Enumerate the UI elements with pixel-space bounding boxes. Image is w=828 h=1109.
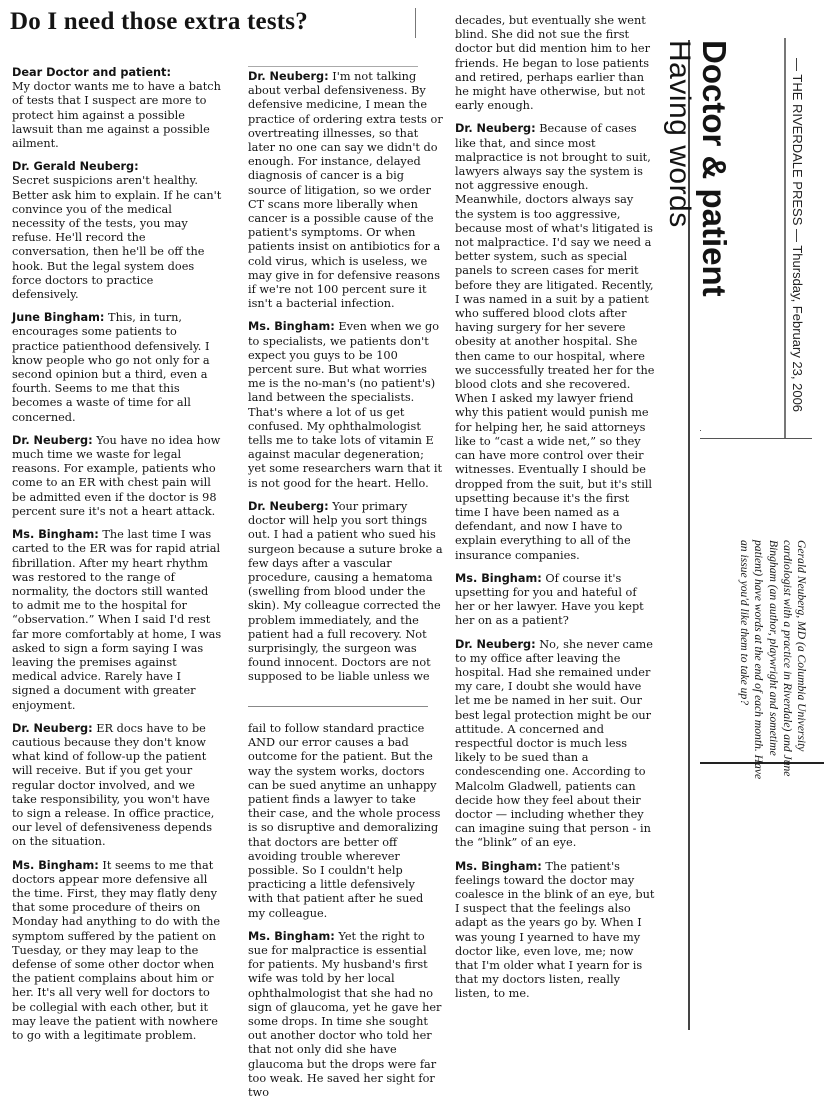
paragraph [248,320,443,490]
paragraph [248,722,443,921]
bio-rule [700,438,812,439]
speaker-label: Ms. Bingham: [455,571,542,585]
paragraph-text: Your primary doctor will help you sort things out. I had a patient who sued his surgeon because a suture broke a few days after a vascular procedure, causing a hematoma (swelling from blood under the skin). My colleague corrected the problem immediately, and the patient had a full recovery. Not surprisingly, the surgeon was found innocent. Doctors are not supposed to be liable unless we [248,499,443,684]
speaker-label: Dr. Neuberg: [248,499,329,513]
paragraph-text: Secret suspicions aren't healthy. Better ask him to explain. If he can't convince you of the medical necessity of the tests, you may refuse. He'll record the conversation, then he'll be off the hook. But the legal system does force doctors to practice defensively. [12,174,222,302]
speaker-label: Ms. Bingham: [12,858,99,872]
paragraph-text: Yet the right to sue for malpractice is essential for patients. My husband's first wife was told by her local ophthalmologist that she had no sign of glaucoma, yet he gave her some drops. In time she sought out another doctor who told her that not only did she have glaucoma but the drops were far too weak. He saved her sight for two [248,929,442,1100]
paragraph [248,930,443,1100]
paragraph-text: I'm not talking about verbal defensiveness. By defensive medicine, I mean the practice of ordering extra tests or overtreating illnesses, so that later no one can say we didn't do enough. For instance, delayed diagnosis of cancer is a big source of litigation, so we order CT scans more liberally when cancer is a possible cause of the patient's symptoms. Or when patients insist on antibiotics for a cold virus, which is useless, we may give in for defensive reasons if we're not 100 percent sure it isn't a bacterial infection. [248,70,443,311]
speaker-label: Dr. Neuberg: [455,122,536,136]
paragraph [455,638,655,851]
dateline: — THE RIVERDALE PRESS — Thursday, February 23, 2006 [790,58,805,413]
speaker-label: Dr. Gerald Neuberg: [12,160,139,174]
paragraph [12,311,222,425]
author-bio: Gerald Neuberg, MD (a Columbia University cardiologist with a practice in Riverdale) and June Bingham (an author, playwright and sometime patient) have words at the end of each month. Have an issue you'd like them to take up? [738,540,808,780]
headline-divider [415,8,416,38]
speaker-label: Dr. Neuberg: [248,70,329,83]
paragraph-text: My doctor wants me to have a batch of tests that I suspect are more to protect him against a possible lawsuit than me against a possible ailment. [12,80,221,151]
paragraph [12,66,222,151]
paragraph [12,859,222,1044]
column-masthead [662,40,732,297]
speaker-label: Dr. Neuberg: [12,721,93,735]
bio-rule [700,430,701,431]
paragraph-text: Of course it's upsetting for you and hateful of her or her lawyer. Have you kept her on as a patient? [455,571,644,628]
masthead-title: Doctor & patient [696,40,733,297]
paragraph-text: This, in turn, encourages some patients to practice patienthood defensively. I know people who go not only for a second opinion but a third, even a fourth. Seems to me that this becomes a waste of time for all concerned. [12,311,210,424]
paragraph [12,434,222,519]
speaker-label: Dear Doctor and patient: [12,66,171,79]
paragraph-text: Even when we go to specialists, we patients don't expect you guys to be 100 percent sure. But what worries me is the no-man's (no patient's) land between the specialists. That's where a lot of us get confused. My ophthalmologist tells me to take lots of vitamin E against macular degeneration; yet some researchers warn that it is not good for the heart. Hello. [248,320,443,490]
speaker-label: Ms. Bingham: [455,859,542,873]
paragraph-text: The last time I was carted to the ER was for rapid atrial fibrillation. After my heart rhythm was restored to the range of normality, the doctors still wanted to admit me to the hospital for “observation.” When I said I'd rest far more comfortably at home, I was asked to sign a form saying I was leaving the premises against medical advice. Rarely have I signed a document with greater enjoyment. [12,528,222,712]
column-rule [248,706,428,707]
speaker-label: Dr. Neuberg: [12,433,93,447]
paragraph [248,500,443,685]
paragraph [248,70,443,311]
paragraph-text: ER docs have to be cautious because they don't know what kind of follow-up the patient will receive. But if you get your regular doctor involved, and we take responsibility, you won't have to sign a release. In office practice, our level of defensiveness depends on the situation. [12,721,215,849]
paragraph-text: You have no idea how much time we waste for legal reasons. For example, patients who come to an ER with chest pain will be admitted even if the doctor is 98 percent sure it's not a heart attack. [12,433,221,518]
article-column-1 [12,66,222,1052]
paragraph-text: The patient's feelings toward the doctor may coalesce in the blink of an eye, but I suspect that the feelings also adapt as the years go by. When I was young I yearned to have my doctor like, even love, me; now that I'm older what I yearn for is that my doctors listen, really listen, to me. [455,859,655,1001]
headline: Do I need those extra tests? [10,8,308,35]
paragraph-text: Because of cases like that, and since most malpractice is not brought to suit, lawyers always say the system is not aggressive enough. Meanwhile, doctors always say the system is too aggressive, because most of what's litigated is not malpractice. I'd say we need a better system, such as special panels to screen cases for merit before they are litigated. Recently, I was named in a suit by a patient who suffered blood clots after having surgery for her severe obesity at another hospital. She then came to our hospital, where we successfully treated her for the blood clots and she recovered. When I asked my lawyer friend why this patient would punish me for helping her, he said attorneys like to “cast a wide net,” so they can have more control over their witnesses. Eventually I should be dropped from the suit, but it's still upsetting because it's the first time I have been named as a defendant, and now I have to explain everything to all of the insurance companies. [455,122,655,562]
paragraph [455,860,655,1002]
paragraph [455,122,655,562]
paragraph-text: fail to follow standard practice AND our error causes a bad outcome for the patient. But the way the system works, doctors can be sued anytime an unhappy patient finds a lawyer to take their case, and the whole process is so disruptive and demoralizing that doctors are better off avoiding trouble wherever possible. So I couldn't help practicing a little defensively with that patient after he sued my colleague. [248,722,441,920]
article-column-3 [455,14,655,1011]
paragraph-text: It seems to me that doctors appear more defensive all the time. First, they may flatly deny that some procedure of theirs on Monday had anything to do with the symptom suffered by the patient on Tuesday, or they may leap to the defense of some other doctor when the patient complains about him or her. It's all very well for doctors to be collegial with each other, but it may leave the patient with nowhere to go with a legitimate problem. [12,858,221,1042]
speaker-label: Dr. Neuberg: [455,637,536,651]
paragraph [12,160,222,302]
masthead-rule [784,38,786,438]
paragraph [12,528,222,713]
speaker-label: Ms. Bingham: [12,528,99,542]
speaker-label: Ms. Bingham: [248,320,335,334]
paragraph [455,572,655,629]
article-column-2-continued [248,722,443,1109]
speaker-label: Ms. Bingham: [248,929,335,943]
paragraph [12,722,222,850]
paragraph-text: decades, but eventually she went blind. She did not sue the first doctor but did mention him to her friends. He began to lose patients and retired, perhaps earlier than he might have otherwise, but not early enough. [455,14,650,113]
speaker-label: June Bingham: [12,311,105,325]
article-column-2 [248,70,443,694]
paragraph-text: No, she never came to my office after leaving the hospital. Had she remained under my care, I doubt she would have let me be named in her suit. Our best legal protection might be our attitude. A concerned and respectful doctor is much less likely to be sued than a condescending one. According to Malcolm Gladwell, patients can decide how they feel about their doctor — including whether they can imagine suing that person - in the “blink” of an eye. [455,637,653,850]
masthead-subtitle: Having words [663,40,696,228]
column-rule [248,66,418,67]
paragraph [455,14,655,113]
